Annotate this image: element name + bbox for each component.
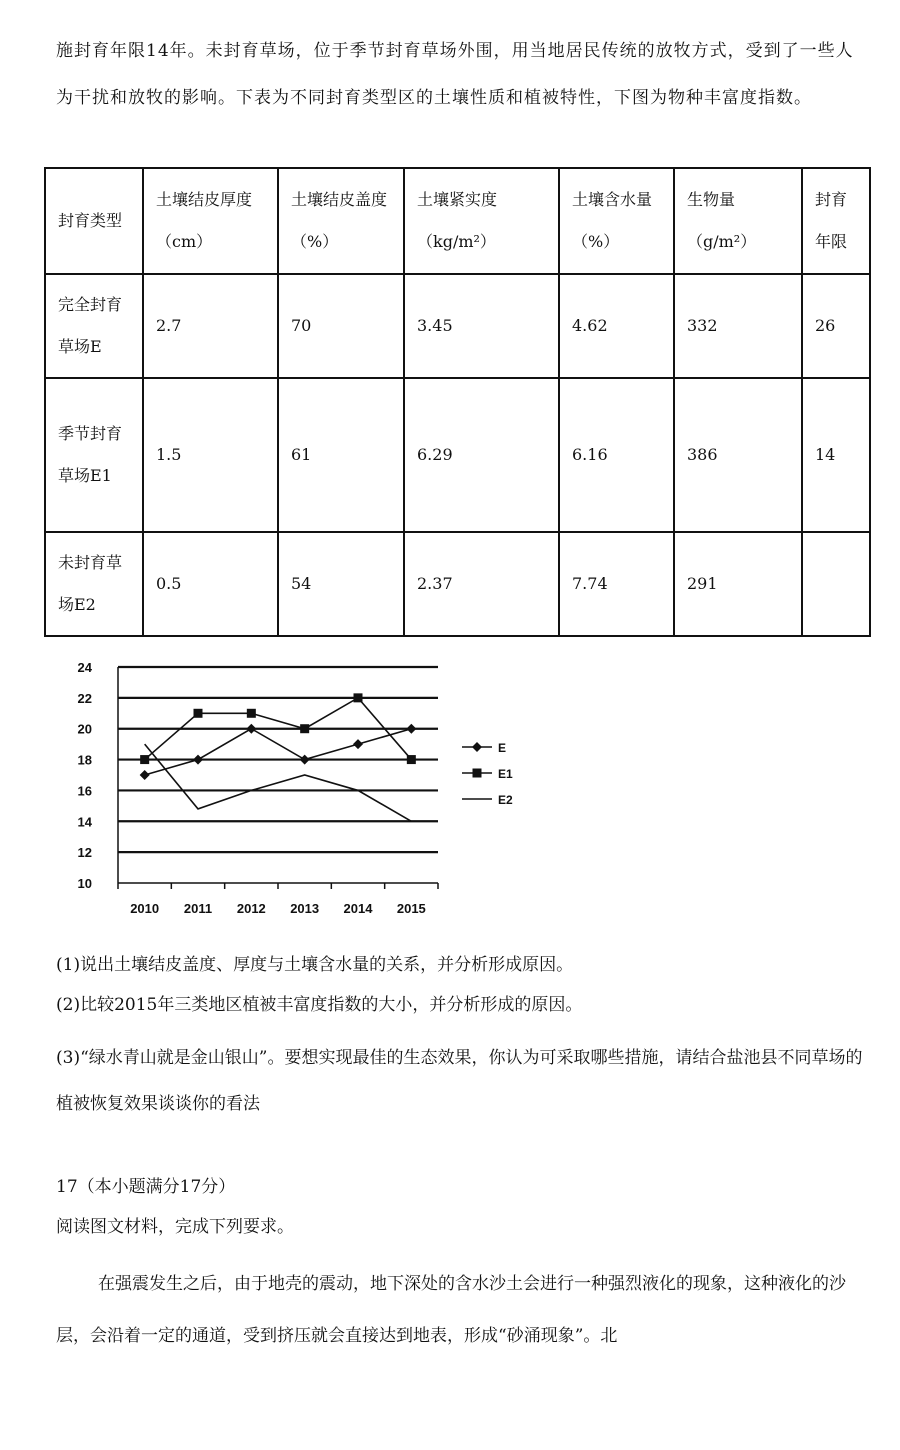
y-tick-label: 12 [77,845,92,861]
x-tick-label: 2013 [290,901,320,916]
table-cell: 0.5 [143,532,278,636]
table-cell: 332 [674,274,802,378]
question-2: (2)比较2015年三类地区植被丰富度指数的大小，并分析形成的原因。 [56,995,583,1015]
data-point-E [300,755,310,765]
table-cell: 2.7 [143,274,278,378]
table-cell: 3.45 [404,274,559,378]
table-row [45,274,870,378]
data-point-E1 [194,709,203,718]
header-cell: 土壤结皮厚度（cm） [143,168,278,274]
data-point-E1 [354,693,363,702]
section-17-intro: 阅读图文材料，完成下列要求。 [56,1217,294,1237]
table-header-row [45,168,870,274]
legend-marker-E [472,742,482,752]
y-tick-label: 18 [77,752,92,768]
table-cell: 完全封育草场E [45,274,143,378]
table-cell: 70 [278,274,404,378]
table-cell: 14 [802,378,870,532]
data-point-E1 [140,755,149,764]
data-point-E1 [247,709,256,718]
data-point-E [406,724,416,734]
question-1: (1)说出土壤结皮盖度、厚度与土壤含水量的关系，并分析形成原因。 [56,955,574,975]
table-cell [802,532,870,636]
section-17-body: 在强震发生之后，由于地壳的震动，地下深处的含水沙土会进行一种强烈液化的现象，这种液化的沙层，会沿着一定的通道，受到挤压就会直接达到地表，形成“砂涌现象”。北 [56,1274,846,1346]
table-cell: 291 [674,532,802,636]
table-cell: 1.5 [143,378,278,532]
section-17-title: 17（本小题满分17分） [56,1177,236,1197]
table-cell: 6.29 [404,378,559,532]
header-cell: 封育类型 [45,168,143,274]
table-cell: 386 [674,378,802,532]
series-line-E [145,729,412,775]
legend-label-E1: E1 [498,767,513,781]
table-cell: 未封育草场E2 [45,532,143,636]
x-tick-label: 2011 [183,901,213,916]
table-cell: 61 [278,378,404,532]
richness-index-chart [60,655,540,925]
y-tick-label: 22 [77,690,92,706]
table-row [45,378,870,532]
legend-marker-E1 [473,769,482,778]
x-tick-label: 2010 [130,901,160,916]
y-tick-label: 20 [77,721,92,737]
header-cell: 土壤结皮盖度（%） [278,168,404,274]
series-line-E2 [145,744,412,821]
table-cell: 7.74 [559,532,674,636]
data-point-E1 [407,755,416,764]
y-tick-label: 24 [77,660,92,675]
header-cell: 封育年限 [802,168,870,274]
y-tick-label: 16 [77,783,92,799]
question-3: (3)“绿水青山就是金山银山”。要想实现最佳的生态效果，你认为可采取哪些措施，请结合盐池县不同草场的植被恢复效果谈谈你的看法 [56,1048,863,1114]
header-cell: 生物量（g/m²） [674,168,802,274]
header-cell: 土壤紧实度（kg/m²） [404,168,559,274]
table-cell: 2.37 [404,532,559,636]
table-cell: 季节封育草场E1 [45,378,143,532]
data-point-E [193,755,203,765]
y-tick-label: 10 [77,876,92,891]
x-tick-label: 2012 [236,901,266,916]
table-row [45,532,870,636]
legend-label-E2: E2 [498,793,513,807]
table-cell: 6.16 [559,378,674,532]
legend-label-E: E [498,741,507,755]
table-cell: 4.62 [559,274,674,378]
table-cell: 54 [278,532,404,636]
y-tick-label: 14 [77,814,92,830]
table-cell: 26 [802,274,870,378]
x-tick-label: 2014 [343,901,373,916]
data-point-E [246,724,256,734]
x-tick-label: 2015 [396,901,426,916]
header-cell: 土壤含水量（%） [559,168,674,274]
grassland-data-table [44,167,871,637]
data-point-E [353,739,363,749]
data-point-E1 [300,724,309,733]
data-point-E [140,770,150,780]
intro-paragraph: 施封育年限14年。未封育草场，位于季节封育草场外围，用当地居民传统的放牧方式，受到了一些人为干扰和放牧的影响。下表为不同封育类型区的土壤性质和植被特性，下图为物种丰富度指数。 [56,41,854,108]
